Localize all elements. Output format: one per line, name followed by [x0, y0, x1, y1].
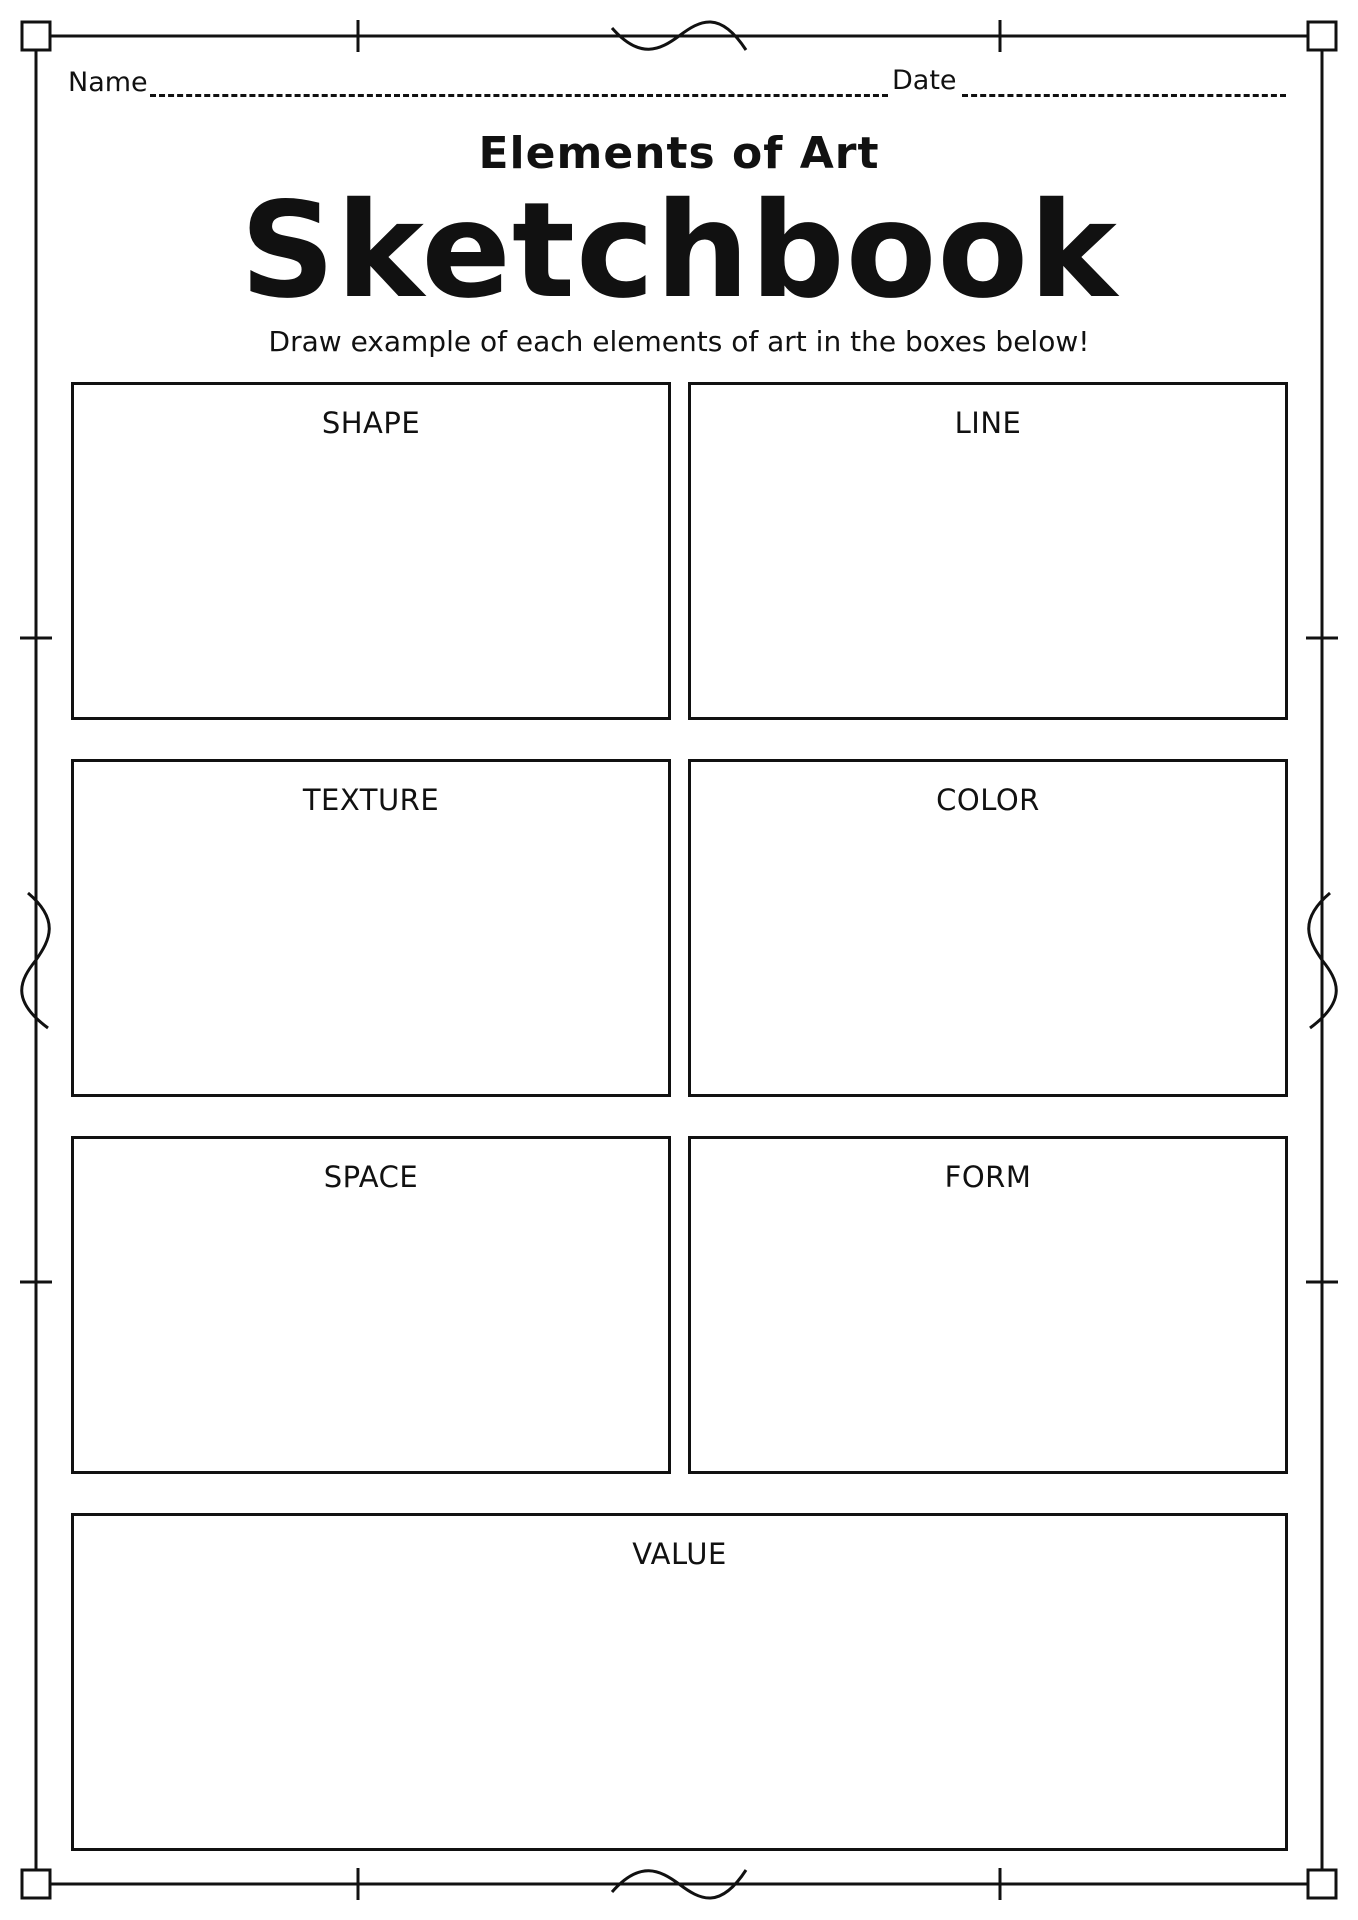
worksheet-subtitle: Elements of Art	[478, 128, 880, 179]
box-color[interactable]	[688, 759, 1288, 1097]
box-label-line: LINE	[954, 406, 1022, 440]
box-label-space: SPACE	[323, 1160, 419, 1194]
box-texture[interactable]	[71, 759, 671, 1097]
box-label-texture: TEXTURE	[302, 783, 440, 817]
box-label-shape: SHAPE	[321, 406, 421, 440]
name-label: Name	[68, 67, 148, 98]
box-space[interactable]	[71, 1136, 671, 1474]
date-label: Date	[892, 65, 957, 96]
box-label-value: VALUE	[632, 1537, 727, 1571]
box-form[interactable]	[688, 1136, 1288, 1474]
date-field-line[interactable]	[962, 94, 1286, 97]
name-field-line[interactable]	[150, 94, 888, 97]
box-value[interactable]	[71, 1513, 1288, 1851]
box-line[interactable]	[688, 382, 1288, 720]
box-label-form: FORM	[944, 1160, 1032, 1194]
worksheet-title: Sketchbook	[240, 174, 1118, 328]
box-shape[interactable]	[71, 382, 671, 720]
instructions-text: Draw example of each elements of art in the boxes below!	[268, 325, 1090, 358]
box-label-color: COLOR	[936, 783, 1040, 817]
